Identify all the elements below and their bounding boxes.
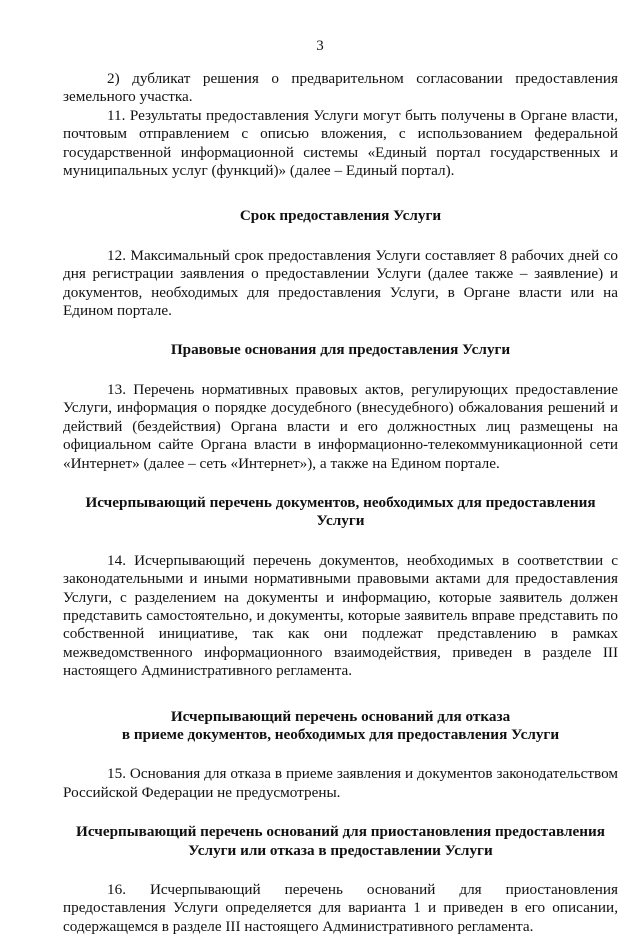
paragraph-item-2: 2) дубликат решения о предварительном согласовании предоставления земельного участка. <box>63 70 618 106</box>
document-body <box>63 70 618 936</box>
heading-refusal-grounds-line-2: в приеме документов, необходимых для предоставления Услуги <box>121 725 560 743</box>
heading-refusal-grounds-line-1: Исчерпывающий перечень оснований для отказа <box>170 707 511 725</box>
heading-documents-list: Исчерпывающий перечень документов, необходимых для предоставления Услуги <box>85 493 596 530</box>
paragraph-11: 11. Результаты предоставления Услуги могут быть получены в Органе власти, почтовым отправлением с описью вложения, с использованием федеральной государственной информационной системы «Единый портал государственных и муниципальных услуг (функций)» (далее – Единый портал). <box>63 106 618 180</box>
paragraph-15: 15. Основания для отказа в приеме заявления и документов законодательством Российской Федерации не предусмотрены. <box>63 765 618 801</box>
paragraph-14: 14. Исчерпывающий перечень документов, необходимых в соответствии с законодательными и иными нормативными правовыми актами для предоставления Услуги, с разделением на документы и информацию, которые заявитель должен представить самостоятельно, и документы, которые заявитель вправе представить по собственной инициативе, так как они подлежат представлению в рамках межведомственного информационного взаимодействия, приведен в разделе III настоящего Административного регламента. <box>63 551 618 680</box>
heading-service-term: Срок предоставления Услуги <box>239 207 442 225</box>
paragraph-12: 12. Максимальный срок предоставления Услуги составляет 8 рабочих дней со дня регистрации заявления о предоставлении Услуги (далее также – заявление) и документов, необходимых для предоставления Услуги, в Органе власти или на Едином портале. <box>63 246 618 320</box>
paragraph-13: 13. Перечень нормативных правовых актов, регулирующих предоставление Услуги, информация о порядке досудебного (внесудебного) обжалования решений и действий (бездействия) Органа власти и его должностных лиц размещены на официальном сайте Органа власти в информационно-телекоммуникационной сети «Интернет» (далее – сеть «Интернет»), а также на Едином портале. <box>63 380 618 472</box>
heading-legal-grounds: Правовые основания для предоставления Услуги <box>170 341 511 359</box>
page-number: 3 <box>316 38 324 54</box>
paragraph-16: 16. Исчерпывающий перечень оснований для приостановления предоставления Услуги определяется для варианта 1 и приведен в его описании, содержащемся в разделе III настоящего Административного регламента. <box>63 881 618 935</box>
heading-suspension-grounds: Исчерпывающий перечень оснований для приостановления предоставления Услуги или отказа в предоставлении Услуги <box>76 823 605 859</box>
